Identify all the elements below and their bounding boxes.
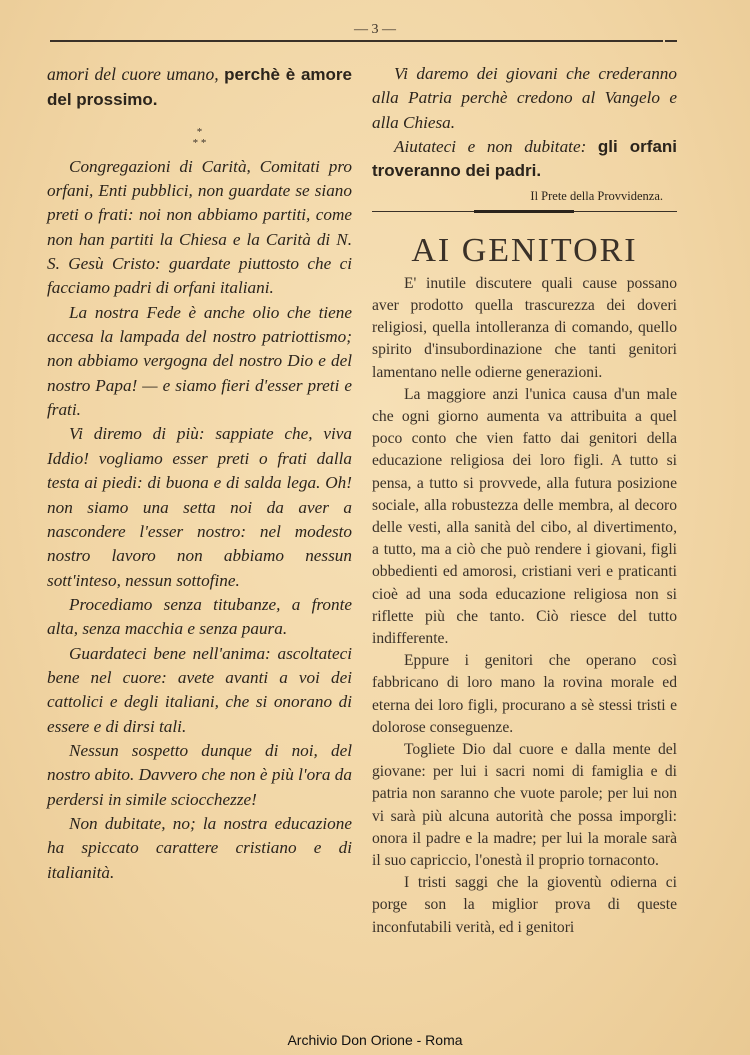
intro-italic: amori del cuore umano,	[47, 64, 219, 84]
archive-credit: Archivio Don Orione - Roma	[287, 1032, 463, 1048]
paragraph: Togliete Dio dal cuore e dalla mente del giovane: per lui i sacri nomi di famiglia e di patria non saranno che vuote parole; per lui non vi sarà più alcuna autorità che possa imporgli: onora il padre e la madre; per lui la morale sarà il suo capriccio, l'onestà il proprio tornaconto.	[372, 740, 677, 869]
right-column	[372, 62, 677, 939]
paragraph: Eppure i genitori che operano così fabbricano di loro mano la rovina morale ed eterna dei loro figli, procurano a sè stessi tristi e dolorose conseguenze.	[372, 652, 677, 736]
paragraph: La maggiore anzi l'unica causa d'un male che ogni giorno aumenta va attribuita a quel poco conto che vien fatto dai genitori della educazione religiosa dei loro figli. A tutto si pensa, a tutto si provvede, alla futura posizione sociale, alla robustezza delle membra, al decoro delle vesti, alla sanità del cibo, al divertimento, a tutto, ma a ciò che può rendere i giovani, figli obbedienti ed amorosi, cristiani veri e praticanti cioè ad una soda educazione religiosa non si riflette più che tanto. Ciò riesce del tutto indifferente.	[372, 385, 677, 647]
paragraph: Guardateci bene nell'anima: ascoltateci bene nel cuore: avete avanti a voi dei cattolici e degli italiani, che si onorano di essere e di dirsi tali.	[47, 643, 352, 736]
paragraph: Non dubitate, no; la nostra educazione ha spiccato carattere cristiano e di italianità.	[47, 813, 352, 882]
divider-thick-line	[474, 210, 574, 213]
header-rule	[50, 40, 675, 42]
appeal-italic: Aiutateci e non dubitate:	[394, 137, 587, 157]
paragraph: Nessun sospetto dunque di noi, del nostro abito. Davvero che non è più l'ora da perdersi in simile sciocchezze!	[47, 740, 352, 809]
paragraph: I tristi saggi che la gioventù odierna ci porge son la miglior prova di queste inconfutabili verità, ed i genitori	[372, 874, 677, 936]
asterism-top: *	[196, 125, 203, 138]
paragraph: E' inutile discutere quali cause possano aver prodotto quella trascurezza dei doveri religiosi, quella intolleranza di comando, quello spirito d'insubordinazione che tanti genitori lamentano nelle odierne generazioni.	[372, 274, 677, 381]
page-number: — 3 —	[354, 22, 396, 37]
intro-line	[47, 62, 352, 113]
paragraph: Procediamo senza titubanze, a fronte alta, senza macchia e senza paura.	[47, 594, 352, 639]
paragraph: Vi diremo di più: sappiate che, viva Iddio! vogliamo esser preti o frati dalla testa ai piedi: di buona e di salda lega. Oh! non siamo una setta noi da aver a nascondere l'esser nostro: nel modesto nostro lavoro non abbiamo nessun sott'inteso, nessun sottofine.	[47, 424, 352, 590]
paragraph: Congregazioni di Carità, Comitati pro orfani, Enti pubblici, non guardate se siano preti o frati: noi non abbiamo partiti, come non han partiti la Chiesa e la Carità di N. S. Gesù Cristo: guardate piuttosto che ci facciamo padri di orfani italiani.	[47, 156, 352, 298]
section-title: AI GENITORI	[411, 231, 638, 269]
asterism-bottom: * *	[192, 136, 207, 149]
asterism-divider	[47, 127, 352, 149]
signature: Il Prete della Provvidenza.	[530, 188, 663, 203]
closing-paragraph: Vi daremo dei giovani che crederanno alla Patria perchè credono al Vangelo e alla Chiesa.	[372, 64, 677, 132]
appeal-paragraph	[372, 135, 677, 184]
article-body	[372, 273, 677, 939]
appeal-bold: gli orfani troveranno dei padri.	[372, 137, 678, 181]
header-rule-tail	[665, 40, 677, 42]
paragraph: La nostra Fede è anche olio che tiene accesa la lampada del nostro patriottismo; non abbiamo vergogna del nostro Dio e del nostro Papa! — e siamo fieri d'esser preti e frati.	[47, 302, 352, 420]
section-divider	[372, 210, 677, 213]
intro-bold: perchè è amore del prossimo.	[47, 65, 352, 110]
left-column	[47, 62, 352, 885]
